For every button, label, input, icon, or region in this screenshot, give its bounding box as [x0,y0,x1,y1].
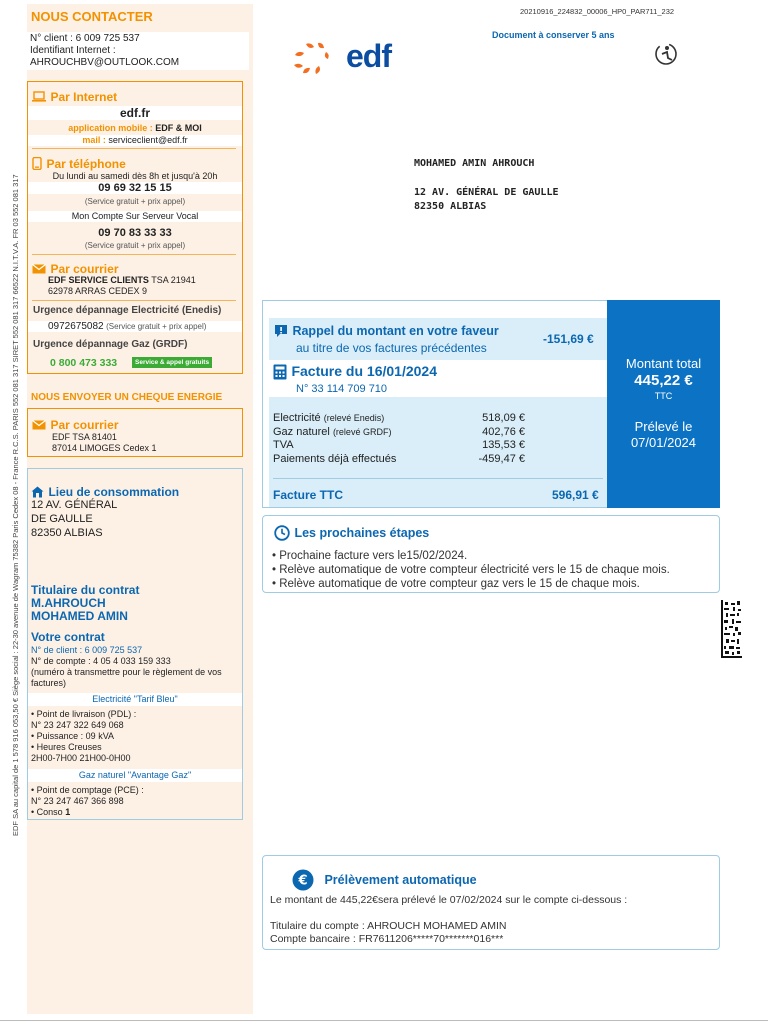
divider [273,478,603,479]
edf-sun-icon [292,40,338,78]
cheque-address: EDF TSA 81401 87014 LIMOGES Cedex 1 [52,432,157,453]
datamatrix-code [721,600,742,658]
house-icon [31,486,44,498]
internet-id: AHROUCHBV@OUTLOOK.COM [30,57,180,68]
phone-hours: Du lundi au samedi dès 8h et jusqu'à 20h [52,171,218,181]
recipient-address: 12 AV. GÉNÉRAL DE GAULLE 82350 ALBIAS [414,187,559,212]
total-amount: 445,22 € [634,372,693,389]
document-code: 20210916_224832_00006_HP0_PAR711_232 [520,7,675,16]
phone-note-2: (Service gratuit + prix appel) [84,241,186,250]
page-bottom-edge [0,1020,768,1021]
invoice-line: Gaz naturel (relevé GRDF) 402,76 € [273,425,525,438]
invoice-number: N° 33 114 709 710 [296,383,388,395]
svg-text:€: € [298,873,308,889]
invoice-line: TVA 135,53 € [273,439,525,451]
total-panel [607,300,720,508]
divider [32,148,236,149]
contact-title: NOUS CONTACTER [31,9,153,24]
phone-note-1: (Service gratuit + prix appel) [84,197,186,206]
edf-wordmark: edf [346,38,391,74]
mail-address: EDF SERVICE CLIENTS TSA 21941 62978 ARRAS CEDEX 9 [48,275,196,296]
phone-icon [32,157,42,170]
ttc-amount: 596,91 € [552,488,599,502]
next-steps-heading: Les prochaines étapes [274,524,429,542]
contact-block [27,32,249,70]
recycle-icon [654,42,678,66]
invoice-lines [273,412,525,466]
elec-tariff-title: Electricité "Tarif Bleu" [28,693,242,706]
phone-number-1[interactable]: 09 69 32 15 15 [28,182,242,194]
keep-notice: Document à conserver 5 ans [492,30,615,40]
mobile-app-line: application mobile : EDF & MOI [68,123,202,133]
legal-side-text: EDF SA au capital de 1 578 916 053,50 € Siège social : 22-30 avenue de Wagram 75382 Paris Cedex 08 - France R.C.S. PARIS 552 081 317 SIRET 552 081 317 66522 N.I.T.V.A. FR 03 552 081 317 [11,174,20,836]
gas-emergency-label: Urgence dépannage Gaz (GRDF) [33,339,188,350]
list-item: • Relève automatique de votre compteur gaz vers le 15 de chaque mois. [272,578,640,590]
reminder-subtitle: au titre de vos factures précédentes [296,341,487,355]
invoice-title-line: Facture du 16/01/2024 [273,363,437,381]
direct-debit-line: Le montant de 445,22€sera prélevé le 07/02/2024 sur le compte ci-dessous : [270,894,628,906]
total-ttc: TTC [654,391,673,401]
mail-heading: Par courrier [32,260,119,278]
next-steps-list [272,549,670,591]
lieu-heading: Lieu de consommation [31,483,179,501]
debit-date: 07/01/2024 [630,435,697,450]
laptop-icon [32,91,46,102]
gas-details: • Point de comptage (PCE) : N° 23 247 467 366 898 • Conso 1 [31,785,144,817]
divider [32,300,236,301]
envelope-icon [32,264,46,274]
reminder-amount: -151,69 € [543,332,594,346]
client-number: N° client : 6 009 725 537 [30,33,140,44]
lieu-address: 12 AV. GÉNÉRAL DE GAULLE 82350 ALBIAS [31,499,118,539]
phone-heading: Par téléphone [32,155,126,173]
debit-label: Prélevé le [634,419,693,434]
invoice-line: Electricité (relevé Enedis) 518,09 € [273,412,525,424]
mail-line[interactable]: mail : serviceclient@edf.fr [28,135,242,146]
contrat-details: N° de client : 6 009 725 537 N° de compte : 4 05 4 033 159 333 (numéro à transmettre pour le règlement de vos factures) [31,645,222,688]
contrat-heading: Votre contrat [31,630,105,644]
titulaire-block: Titulaire du contrat M.AHROUCH MOHAMED AMIN [31,583,140,623]
direct-debit-account: Titulaire du compte : AHROUCH MOHAMED AMIN Compte bancaire : FR7611206*****70*******016*** [270,920,507,945]
envelope-icon [32,420,46,430]
list-item: • Relève automatique de votre compteur électricité vers le 15 de chaque mois. [272,564,670,576]
elec-emergency-label: Urgence dépannage Electricité (Enedis) [33,305,222,316]
direct-debit-heading: € Prélèvement automatique [292,869,477,891]
recipient-name: MOHAMED AMIN AHROUCH [414,158,535,169]
free-service-badge: Service & appel gratuits [132,357,212,368]
vocal-server: Mon Compte Sur Serveur Vocal [28,211,242,222]
clock-icon [274,525,290,541]
edf-link[interactable]: edf.fr [28,106,242,120]
internet-id-label: Identifiant Internet : [30,45,116,56]
reminder-title-line: Rappel du montant en votre faveur [274,322,499,340]
ttc-label: Facture TTC [273,488,344,502]
calculator-icon [273,364,287,380]
gas-tariff-title: Gaz naturel "Avantage Gaz" [28,769,242,782]
cheque-heading: Par courrier [32,416,119,434]
list-item: • Prochaine facture vers le15/02/2024. [272,550,468,562]
elec-emergency-line[interactable]: 0972675082 (Service gratuit + prix appel) [28,321,242,332]
cheque-title: NOUS ENVOYER UN CHEQUE ENERGIE [31,392,223,403]
elec-details: • Point de livraison (PDL) : N° 23 247 322 649 068 • Puissance : 09 kVA • Heures Creuses 2H00-7H00 21H00-0H00 [31,709,137,763]
divider [32,254,236,255]
euro-icon [292,869,314,891]
gas-emergency-number[interactable]: 0 800 473 333 [50,357,118,369]
invoice-line: Paiements déjà effectués -459,47 € [273,452,525,465]
internet-heading: Par Internet [32,88,117,106]
phone-number-2[interactable]: 09 70 83 33 33 [98,227,172,239]
alert-icon [274,324,288,338]
edf-logo [292,40,412,78]
total-label: Montant total [625,356,702,371]
